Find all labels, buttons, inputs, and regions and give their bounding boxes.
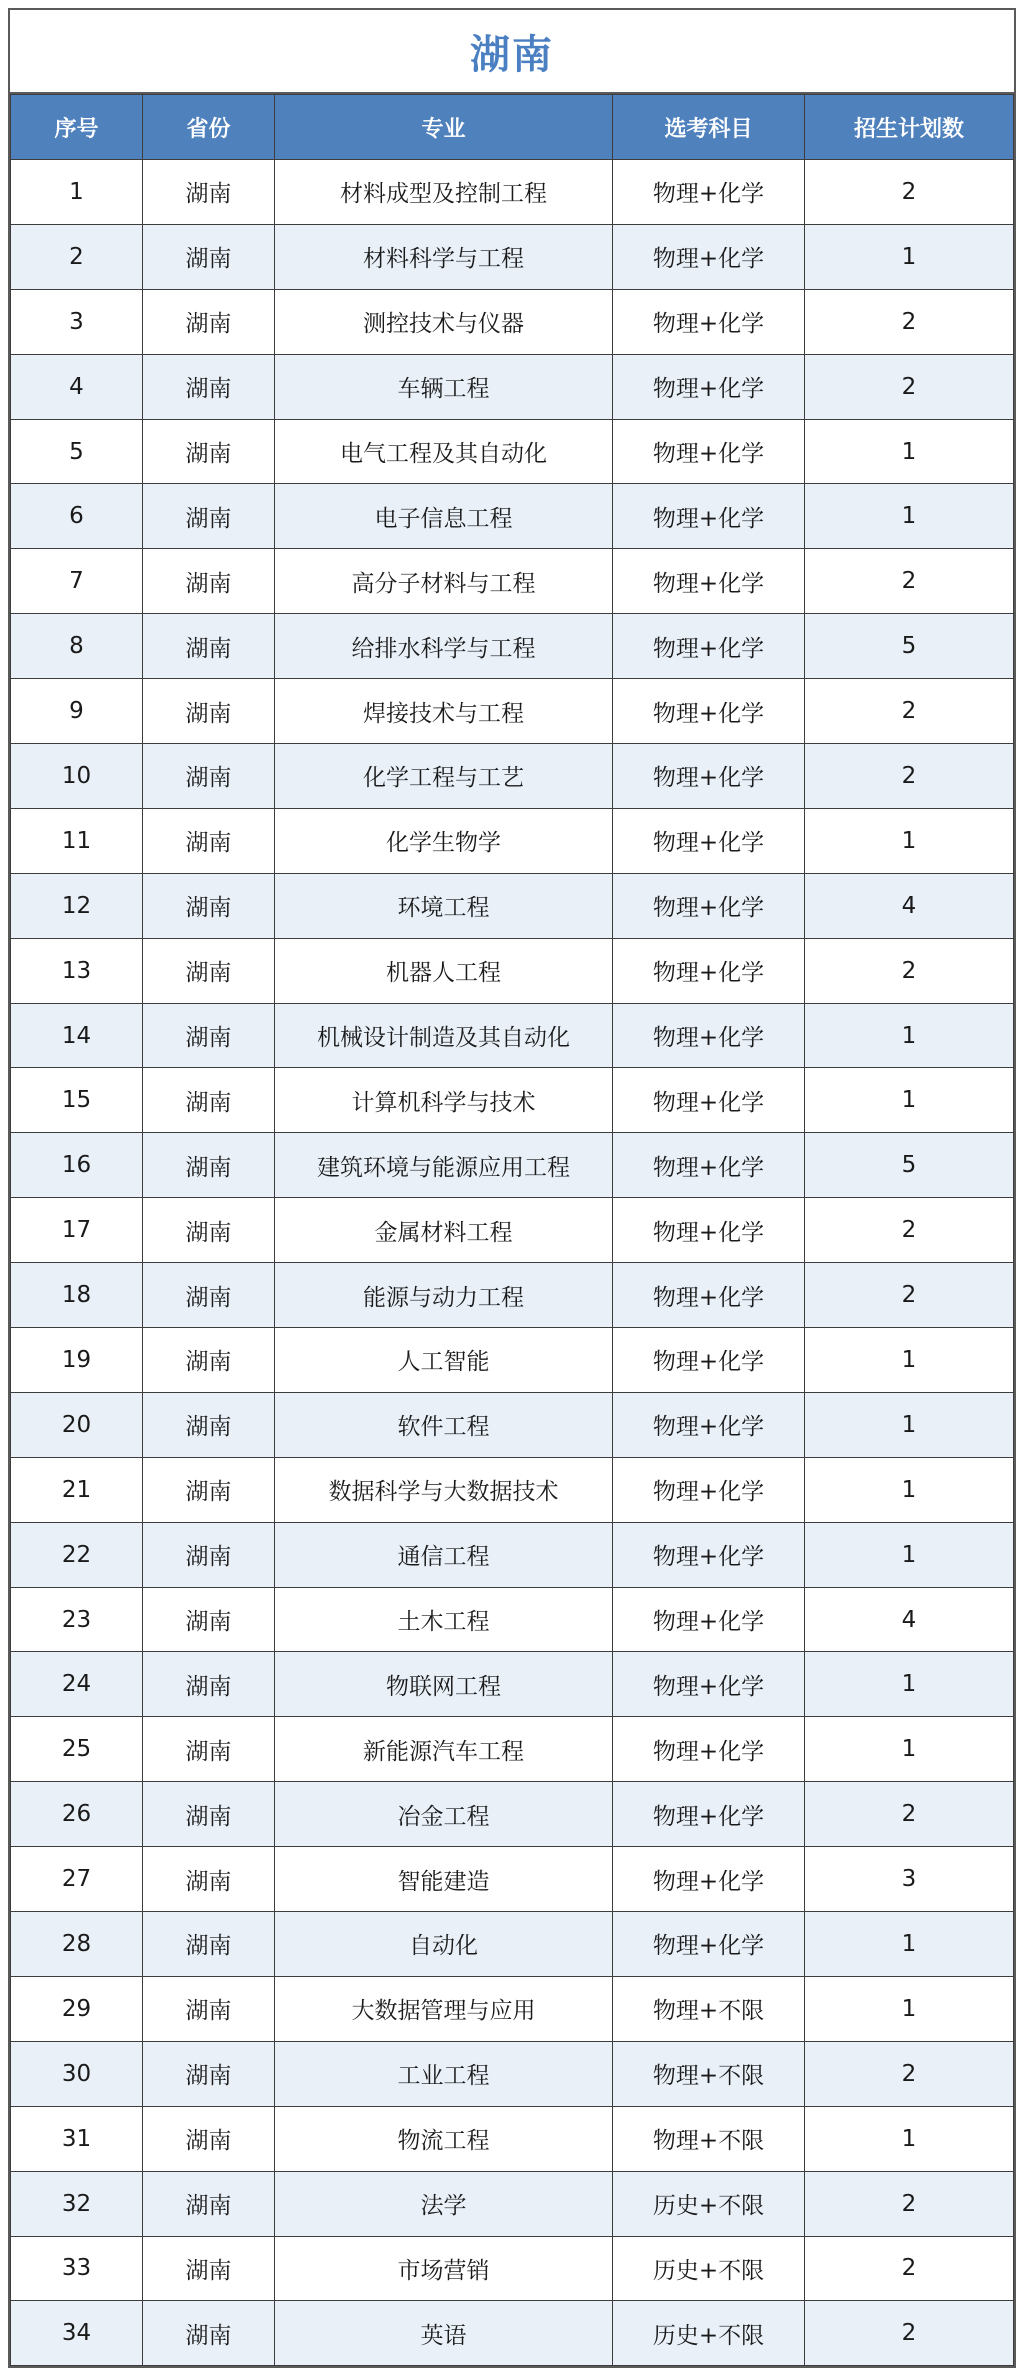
table-row <box>11 1328 1014 1393</box>
table-row <box>11 873 1014 938</box>
cell-major: 英语 <box>275 2301 613 2366</box>
cell-index: 14 <box>11 1003 143 1068</box>
cell-province: 湖南 <box>143 1782 275 1847</box>
table-row <box>11 224 1014 289</box>
cell-index: 34 <box>11 2301 143 2366</box>
table-row <box>11 1847 1014 1912</box>
cell-index: 10 <box>11 744 143 809</box>
cell-index: 29 <box>11 1976 143 2041</box>
cell-plan-count: 1 <box>805 1912 1014 1977</box>
table-row <box>11 679 1014 744</box>
table-row <box>11 744 1014 809</box>
cell-plan-count: 1 <box>805 419 1014 484</box>
cell-plan-count: 1 <box>805 1976 1014 2041</box>
table-row <box>11 1003 1014 1068</box>
header-province: 省份 <box>143 95 275 160</box>
header-row <box>11 95 1014 160</box>
cell-plan-count: 1 <box>805 1652 1014 1717</box>
cell-major: 给排水科学与工程 <box>275 614 613 679</box>
cell-major: 高分子材料与工程 <box>275 549 613 614</box>
cell-subjects: 物理+化学 <box>613 1133 805 1198</box>
cell-plan-count: 2 <box>805 2301 1014 2366</box>
table-row <box>11 2171 1014 2236</box>
cell-index: 20 <box>11 1392 143 1457</box>
cell-province: 湖南 <box>143 1198 275 1263</box>
cell-plan-count: 4 <box>805 873 1014 938</box>
cell-province: 湖南 <box>143 938 275 1003</box>
table-row <box>11 1522 1014 1587</box>
cell-province: 湖南 <box>143 1392 275 1457</box>
cell-index: 23 <box>11 1587 143 1652</box>
cell-subjects: 物理+化学 <box>613 354 805 419</box>
cell-index: 27 <box>11 1847 143 1912</box>
cell-major: 计算机科学与技术 <box>275 1068 613 1133</box>
cell-index: 1 <box>11 160 143 225</box>
cell-province: 湖南 <box>143 2106 275 2171</box>
table-row <box>11 549 1014 614</box>
table-row <box>11 160 1014 225</box>
table-row <box>11 354 1014 419</box>
cell-subjects: 物理+化学 <box>613 1522 805 1587</box>
cell-index: 4 <box>11 354 143 419</box>
cell-major: 市场营销 <box>275 2236 613 2301</box>
cell-province: 湖南 <box>143 419 275 484</box>
cell-major: 化学生物学 <box>275 808 613 873</box>
cell-province: 湖南 <box>143 614 275 679</box>
cell-province: 湖南 <box>143 1652 275 1717</box>
cell-major: 大数据管理与应用 <box>275 1976 613 2041</box>
cell-index: 3 <box>11 289 143 354</box>
cell-subjects: 物理+化学 <box>613 1912 805 1977</box>
cell-province: 湖南 <box>143 1263 275 1328</box>
cell-plan-count: 1 <box>805 1392 1014 1457</box>
cell-index: 8 <box>11 614 143 679</box>
cell-major: 数据科学与大数据技术 <box>275 1457 613 1522</box>
table-row <box>11 289 1014 354</box>
cell-major: 能源与动力工程 <box>275 1263 613 1328</box>
cell-plan-count: 2 <box>805 289 1014 354</box>
table-row <box>11 1652 1014 1717</box>
cell-plan-count: 1 <box>805 1717 1014 1782</box>
cell-index: 18 <box>11 1263 143 1328</box>
cell-index: 28 <box>11 1912 143 1977</box>
cell-index: 12 <box>11 873 143 938</box>
cell-plan-count: 2 <box>805 2236 1014 2301</box>
cell-province: 湖南 <box>143 160 275 225</box>
cell-subjects: 物理+化学 <box>613 224 805 289</box>
cell-subjects: 历史+不限 <box>613 2171 805 2236</box>
table-title-bar <box>10 10 1014 94</box>
cell-index: 32 <box>11 2171 143 2236</box>
cell-subjects: 物理+化学 <box>613 1198 805 1263</box>
cell-major: 人工智能 <box>275 1328 613 1393</box>
cell-index: 31 <box>11 2106 143 2171</box>
table-row <box>11 1263 1014 1328</box>
table-title: 湖南 <box>470 31 554 78</box>
cell-plan-count: 1 <box>805 1068 1014 1133</box>
cell-subjects: 物理+化学 <box>613 679 805 744</box>
cell-major: 自动化 <box>275 1912 613 1977</box>
cell-province: 湖南 <box>143 354 275 419</box>
cell-subjects: 历史+不限 <box>613 2236 805 2301</box>
table-row <box>11 2301 1014 2366</box>
cell-index: 7 <box>11 549 143 614</box>
cell-province: 湖南 <box>143 1068 275 1133</box>
cell-subjects: 物理+化学 <box>613 744 805 809</box>
cell-plan-count: 1 <box>805 1328 1014 1393</box>
table-row <box>11 1912 1014 1977</box>
cell-subjects: 物理+化学 <box>613 419 805 484</box>
cell-subjects: 物理+不限 <box>613 2106 805 2171</box>
table-row <box>11 1198 1014 1263</box>
enrollment-table <box>10 94 1014 2366</box>
cell-subjects: 物理+化学 <box>613 1003 805 1068</box>
table-body <box>11 160 1014 2366</box>
cell-major: 电气工程及其自动化 <box>275 419 613 484</box>
cell-index: 17 <box>11 1198 143 1263</box>
table-row <box>11 808 1014 873</box>
cell-index: 24 <box>11 1652 143 1717</box>
cell-plan-count: 4 <box>805 1587 1014 1652</box>
table-row <box>11 1717 1014 1782</box>
table-row <box>11 1976 1014 2041</box>
cell-subjects: 物理+化学 <box>613 614 805 679</box>
cell-province: 湖南 <box>143 1847 275 1912</box>
cell-province: 湖南 <box>143 549 275 614</box>
cell-plan-count: 1 <box>805 484 1014 549</box>
cell-subjects: 物理+不限 <box>613 2041 805 2106</box>
cell-index: 13 <box>11 938 143 1003</box>
cell-plan-count: 3 <box>805 1847 1014 1912</box>
cell-major: 新能源汽车工程 <box>275 1717 613 1782</box>
cell-plan-count: 2 <box>805 1782 1014 1847</box>
cell-province: 湖南 <box>143 1328 275 1393</box>
cell-plan-count: 1 <box>805 808 1014 873</box>
table-row <box>11 2041 1014 2106</box>
table-row <box>11 1782 1014 1847</box>
cell-index: 26 <box>11 1782 143 1847</box>
cell-major: 软件工程 <box>275 1392 613 1457</box>
cell-index: 15 <box>11 1068 143 1133</box>
table-row <box>11 484 1014 549</box>
cell-index: 21 <box>11 1457 143 1522</box>
cell-province: 湖南 <box>143 1457 275 1522</box>
cell-subjects: 物理+化学 <box>613 289 805 354</box>
cell-province: 湖南 <box>143 2301 275 2366</box>
cell-subjects: 物理+化学 <box>613 1328 805 1393</box>
table-row <box>11 614 1014 679</box>
table-row <box>11 2106 1014 2171</box>
cell-subjects: 物理+化学 <box>613 1068 805 1133</box>
cell-plan-count: 2 <box>805 1198 1014 1263</box>
cell-subjects: 物理+化学 <box>613 1392 805 1457</box>
cell-province: 湖南 <box>143 1522 275 1587</box>
cell-index: 25 <box>11 1717 143 1782</box>
cell-major: 电子信息工程 <box>275 484 613 549</box>
table-row <box>11 938 1014 1003</box>
table-row <box>11 1392 1014 1457</box>
cell-subjects: 物理+化学 <box>613 484 805 549</box>
cell-major: 材料成型及控制工程 <box>275 160 613 225</box>
cell-major: 物联网工程 <box>275 1652 613 1717</box>
cell-plan-count: 1 <box>805 1003 1014 1068</box>
cell-province: 湖南 <box>143 873 275 938</box>
table-row <box>11 1587 1014 1652</box>
cell-province: 湖南 <box>143 1587 275 1652</box>
cell-plan-count: 2 <box>805 549 1014 614</box>
cell-major: 法学 <box>275 2171 613 2236</box>
cell-plan-count: 1 <box>805 1457 1014 1522</box>
cell-major: 物流工程 <box>275 2106 613 2171</box>
header-plan-count: 招生计划数 <box>805 95 1014 160</box>
cell-subjects: 物理+化学 <box>613 938 805 1003</box>
cell-province: 湖南 <box>143 744 275 809</box>
cell-subjects: 物理+化学 <box>613 1652 805 1717</box>
cell-plan-count: 2 <box>805 160 1014 225</box>
cell-province: 湖南 <box>143 2236 275 2301</box>
cell-plan-count: 5 <box>805 614 1014 679</box>
header-major: 专业 <box>275 95 613 160</box>
table-row <box>11 1457 1014 1522</box>
cell-index: 6 <box>11 484 143 549</box>
cell-plan-count: 5 <box>805 1133 1014 1198</box>
cell-province: 湖南 <box>143 1133 275 1198</box>
cell-subjects: 物理+化学 <box>613 1717 805 1782</box>
cell-province: 湖南 <box>143 1003 275 1068</box>
cell-major: 环境工程 <box>275 873 613 938</box>
cell-plan-count: 2 <box>805 679 1014 744</box>
cell-plan-count: 2 <box>805 2041 1014 2106</box>
cell-major: 化学工程与工艺 <box>275 744 613 809</box>
cell-province: 湖南 <box>143 224 275 289</box>
cell-index: 16 <box>11 1133 143 1198</box>
cell-major: 冶金工程 <box>275 1782 613 1847</box>
cell-subjects: 物理+化学 <box>613 1847 805 1912</box>
cell-subjects: 物理+化学 <box>613 1457 805 1522</box>
cell-major: 工业工程 <box>275 2041 613 2106</box>
cell-index: 22 <box>11 1522 143 1587</box>
table-row <box>11 1068 1014 1133</box>
cell-province: 湖南 <box>143 289 275 354</box>
cell-province: 湖南 <box>143 1912 275 1977</box>
cell-major: 焊接技术与工程 <box>275 679 613 744</box>
cell-index: 33 <box>11 2236 143 2301</box>
cell-major: 土木工程 <box>275 1587 613 1652</box>
cell-subjects: 物理+化学 <box>613 549 805 614</box>
header-subjects: 选考科目 <box>613 95 805 160</box>
cell-major: 通信工程 <box>275 1522 613 1587</box>
cell-plan-count: 2 <box>805 938 1014 1003</box>
cell-province: 湖南 <box>143 808 275 873</box>
cell-subjects: 物理+化学 <box>613 1782 805 1847</box>
cell-province: 湖南 <box>143 2041 275 2106</box>
cell-major: 测控技术与仪器 <box>275 289 613 354</box>
cell-index: 19 <box>11 1328 143 1393</box>
cell-major: 机械设计制造及其自动化 <box>275 1003 613 1068</box>
cell-subjects: 物理+化学 <box>613 1587 805 1652</box>
cell-plan-count: 2 <box>805 2171 1014 2236</box>
cell-subjects: 物理+化学 <box>613 160 805 225</box>
cell-plan-count: 1 <box>805 224 1014 289</box>
table-row <box>11 1133 1014 1198</box>
cell-plan-count: 1 <box>805 1522 1014 1587</box>
cell-province: 湖南 <box>143 1976 275 2041</box>
cell-plan-count: 2 <box>805 1263 1014 1328</box>
cell-major: 建筑环境与能源应用工程 <box>275 1133 613 1198</box>
cell-plan-count: 2 <box>805 744 1014 809</box>
cell-major: 金属材料工程 <box>275 1198 613 1263</box>
cell-province: 湖南 <box>143 484 275 549</box>
cell-subjects: 物理+不限 <box>613 1976 805 2041</box>
cell-province: 湖南 <box>143 2171 275 2236</box>
table-row <box>11 419 1014 484</box>
cell-index: 11 <box>11 808 143 873</box>
cell-plan-count: 2 <box>805 354 1014 419</box>
header-index: 序号 <box>11 95 143 160</box>
enrollment-table-sheet <box>8 8 1016 2368</box>
cell-index: 2 <box>11 224 143 289</box>
cell-subjects: 物理+化学 <box>613 873 805 938</box>
cell-index: 5 <box>11 419 143 484</box>
table-row <box>11 2236 1014 2301</box>
cell-province: 湖南 <box>143 1717 275 1782</box>
cell-subjects: 历史+不限 <box>613 2301 805 2366</box>
cell-subjects: 物理+化学 <box>613 808 805 873</box>
cell-subjects: 物理+化学 <box>613 1263 805 1328</box>
cell-major: 机器人工程 <box>275 938 613 1003</box>
cell-major: 智能建造 <box>275 1847 613 1912</box>
cell-major: 车辆工程 <box>275 354 613 419</box>
cell-major: 材料科学与工程 <box>275 224 613 289</box>
cell-index: 9 <box>11 679 143 744</box>
cell-plan-count: 1 <box>805 2106 1014 2171</box>
cell-index: 30 <box>11 2041 143 2106</box>
cell-province: 湖南 <box>143 679 275 744</box>
